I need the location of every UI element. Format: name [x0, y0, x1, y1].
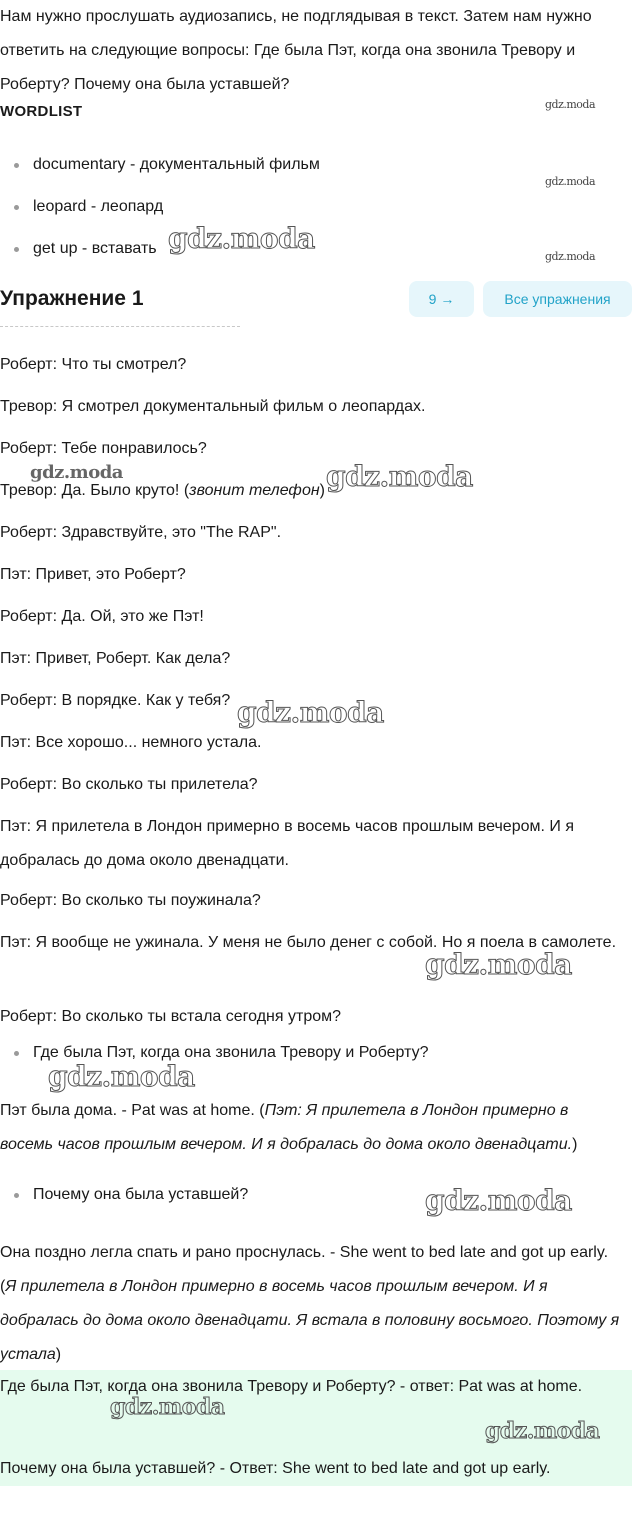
dialogue-line: Роберт: Да. Ой, это же Пэт!: [0, 608, 204, 625]
dialogue-line: Тревор: Я смотрел документальный фильм о леопардах.: [0, 398, 426, 415]
dialogue-line: Пэт: Все хорошо... немного устала.: [0, 734, 262, 751]
watermark: gdz.moda: [545, 175, 596, 188]
watermark: gdz.moda: [485, 1418, 600, 1444]
dialogue-line: Пэт: Привет, это Роберт?: [0, 566, 186, 583]
wordlist-item: documentary - документальный фильм: [0, 148, 600, 182]
all-exercises-button[interactable]: Все упражнения: [483, 281, 632, 317]
final-answer: Почему она была уставшей? - Ответ: She went to bed late and got up early.: [0, 1460, 551, 1477]
watermark: gdz.moda: [545, 98, 596, 111]
wordlist-title: WORDLIST: [0, 103, 83, 120]
dialogue-line: Роберт: Что ты смотрел?: [0, 356, 187, 373]
bullet-icon: [14, 1051, 19, 1056]
watermark: gdz.moda: [110, 1394, 225, 1420]
intro-text: Нам нужно прослушать аудиозапись, не подглядывая в текст. Затем нам нужно ответить на следующие вопросы: Где была Пэт, когда она звонила Тревору и Роберту? Почему она была уставшей?: [0, 8, 592, 93]
question-item: Почему она была уставшей?: [0, 1178, 600, 1212]
watermark: gdz.moda: [168, 222, 315, 255]
divider: [0, 326, 240, 331]
dialogue-line: Роберт: Здравствуйте, это "The RAP".: [0, 524, 282, 541]
next-exercise-button[interactable]: 9 →: [409, 281, 474, 317]
exercise-title: Упражнение 1: [0, 287, 144, 310]
dialogue-line: Роберт: Во сколько ты встала сегодня утром?: [0, 1008, 342, 1025]
answer-text: Пэт была дома. - Pat was at home. (Пэт: Я прилетела в Лондон примерно в восемь часов прошлым вечером. И я добралась до дома около двенадцати.): [0, 1102, 578, 1153]
watermark: gdz.moda: [237, 696, 384, 729]
watermark: gdz.moda: [425, 948, 572, 981]
watermark: gdz.moda: [30, 462, 123, 483]
watermark: gdz.moda: [48, 1060, 195, 1093]
bullet-icon: [14, 247, 19, 252]
bullet-icon: [14, 163, 19, 168]
dialogue-line: Пэт: Привет, Роберт. Как дела?: [0, 650, 231, 667]
dialogue-line: Тревор: Да. Было круто! (звонит телефон): [0, 482, 325, 499]
question-item: Где была Пэт, когда она звонила Тревору и Роберту?: [0, 1036, 600, 1070]
wordlist-item: leopard - леопард: [0, 190, 600, 224]
dialogue-line: Роберт: Во сколько ты поужинала?: [0, 892, 261, 909]
dialogue-line: Роберт: Тебе понравилось?: [0, 440, 207, 457]
dialogue-line: Роберт: В порядке. Как у тебя?: [0, 692, 231, 709]
bullet-icon: [14, 1193, 19, 1198]
dialogue-line: Пэт: Я прилетела в Лондон примерно в восемь часов прошлым вечером. И я добралась до дома около двенадцати.: [0, 818, 574, 869]
final-answer: Где была Пэт, когда она звонила Тревору и Роберту? - ответ: Pat was at home.: [0, 1378, 583, 1395]
watermark: gdz.moda: [326, 460, 473, 493]
watermark: gdz.moda: [425, 1184, 572, 1217]
answer-text: Она поздно легла спать и рано проснулась. - She went to bed late and got up early. (Я прилетела в Лондон примерно в восемь часов прошлым вечером. И я добралась до дома около двенадцати. Я встала в половину восьмого. Поэтому я устала): [0, 1244, 620, 1363]
watermark: gdz.moda: [545, 250, 596, 263]
dialogue-line: Роберт: Во сколько ты прилетела?: [0, 776, 258, 793]
wordlist-item: get up - вставать: [0, 232, 600, 266]
dialogue-line: Пэт: Я вообще не ужинала. У меня не было денег с собой. Но я поела в самолете.: [0, 934, 617, 951]
bullet-icon: [14, 205, 19, 210]
